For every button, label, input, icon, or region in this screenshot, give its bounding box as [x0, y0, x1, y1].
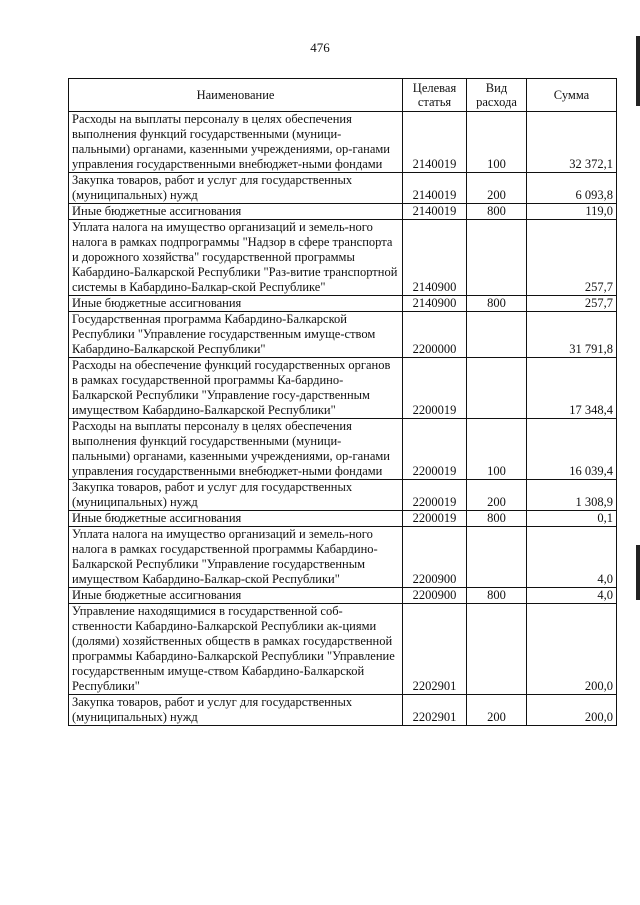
- cell-name: Закупка товаров, работ и услуг для государственных (муниципальных) нужд: [69, 480, 403, 511]
- cell-name: Закупка товаров, работ и услуг для государственных (муниципальных) нужд: [69, 695, 403, 726]
- cell-code: 2200019: [403, 358, 467, 419]
- header-type: Вид расхода: [467, 79, 527, 112]
- cell-type: 800: [467, 296, 527, 312]
- table-row: [69, 419, 617, 480]
- table-row: [69, 480, 617, 511]
- table-row: [69, 604, 617, 695]
- cell-type: 800: [467, 588, 527, 604]
- cell-code: 2140900: [403, 296, 467, 312]
- cell-name: Расходы на обеспечение функций государственных органов в рамках государственной программы Ка-бардино-Балкарской Республики "Управление госу-дарственным имуществом Кабардино-Балкарской Республики": [69, 358, 403, 419]
- cell-name: Управление находящимися в государственной соб-ственности Кабардино-Балкарской Республики ак-циями (долями) хозяйственных обществ в рамках государственной программы Кабардино-Балкарской Республики "Управление государственным имуще-ством Кабардино-Балкарской Республики": [69, 604, 403, 695]
- cell-type: 100: [467, 112, 527, 173]
- table-row: [69, 173, 617, 204]
- cell-sum: 257,7: [527, 296, 617, 312]
- table-row: [69, 511, 617, 527]
- cell-type: [467, 358, 527, 419]
- cell-code: 2200900: [403, 588, 467, 604]
- table-row: [69, 204, 617, 220]
- header-name: Наименование: [69, 79, 403, 112]
- cell-code: 2140900: [403, 220, 467, 296]
- header-code: Целевая статья: [403, 79, 467, 112]
- cell-name: Иные бюджетные ассигнования: [69, 511, 403, 527]
- cell-type: 200: [467, 480, 527, 511]
- table-row: [69, 527, 617, 588]
- table-row: [69, 296, 617, 312]
- table-header-row: [69, 79, 617, 112]
- cell-code: 2140019: [403, 112, 467, 173]
- cell-name: Уплата налога на имущество организаций и земель-ного налога в рамках государственной программы Кабардино-Балкарской Республики "Управление государственным имуществом Кабардино-Балкар-ской Республики": [69, 527, 403, 588]
- cell-sum: 257,7: [527, 220, 617, 296]
- table-row: [69, 312, 617, 358]
- cell-type: 200: [467, 695, 527, 726]
- cell-sum: 200,0: [527, 604, 617, 695]
- cell-name: Расходы на выплаты персоналу в целях обеспечения выполнения функций государственными (муници-пальными) органами, казенными учреждениями, ор-ганами управления государственными внебюджет-ными фондами: [69, 419, 403, 480]
- table-row: [69, 695, 617, 726]
- cell-name: Закупка товаров, работ и услуг для государственных (муниципальных) нужд: [69, 173, 403, 204]
- cell-sum: 17 348,4: [527, 358, 617, 419]
- page-number: 476: [310, 40, 330, 55]
- cell-type: [467, 220, 527, 296]
- cell-name: Иные бюджетные ассигнования: [69, 204, 403, 220]
- cell-sum: 1 308,9: [527, 480, 617, 511]
- cell-code: 2140019: [403, 173, 467, 204]
- cell-code: 2202901: [403, 604, 467, 695]
- budget-table: [68, 78, 617, 726]
- cell-type: [467, 312, 527, 358]
- cell-name: Расходы на выплаты персоналу в целях обеспечения выполнения функций государственными (муници-пальными) органами, казенными учреждениями, ор-ганами управления государственными внебюджет-ными фондами: [69, 112, 403, 173]
- cell-code: 2200019: [403, 480, 467, 511]
- scan-edge-mark: [636, 545, 640, 600]
- cell-type: 100: [467, 419, 527, 480]
- cell-name: Иные бюджетные ассигнования: [69, 588, 403, 604]
- cell-name: Иные бюджетные ассигнования: [69, 296, 403, 312]
- cell-sum: 119,0: [527, 204, 617, 220]
- table-row: [69, 220, 617, 296]
- cell-code: 2200019: [403, 419, 467, 480]
- cell-sum: 200,0: [527, 695, 617, 726]
- cell-type: 200: [467, 173, 527, 204]
- cell-sum: 32 372,1: [527, 112, 617, 173]
- table-row: [69, 588, 617, 604]
- cell-type: [467, 527, 527, 588]
- cell-name: Уплата налога на имущество организаций и земель-ного налога в рамках подпрограммы "Надзор в сфере транспорта и дорожного хозяйства" государственной программы Кабардино-Балкарской Республики "Раз-витие транспортной системы в Кабардино-Балкар-ской Республике": [69, 220, 403, 296]
- cell-code: 2140019: [403, 204, 467, 220]
- cell-sum: 16 039,4: [527, 419, 617, 480]
- cell-sum: 4,0: [527, 527, 617, 588]
- cell-sum: 4,0: [527, 588, 617, 604]
- scan-edge-mark: [636, 36, 640, 106]
- cell-code: 2200000: [403, 312, 467, 358]
- cell-code: 2200019: [403, 511, 467, 527]
- header-sum: Сумма: [527, 79, 617, 112]
- table-row: [69, 112, 617, 173]
- table-row: [69, 358, 617, 419]
- cell-type: [467, 604, 527, 695]
- cell-name: Государственная программа Кабардино-Балкарской Республики "Управление государственным имуще-ством Кабардино-Балкарской Республики": [69, 312, 403, 358]
- cell-sum: 6 093,8: [527, 173, 617, 204]
- cell-sum: 0,1: [527, 511, 617, 527]
- cell-code: 2200900: [403, 527, 467, 588]
- cell-sum: 31 791,8: [527, 312, 617, 358]
- cell-type: 800: [467, 511, 527, 527]
- cell-type: 800: [467, 204, 527, 220]
- cell-code: 2202901: [403, 695, 467, 726]
